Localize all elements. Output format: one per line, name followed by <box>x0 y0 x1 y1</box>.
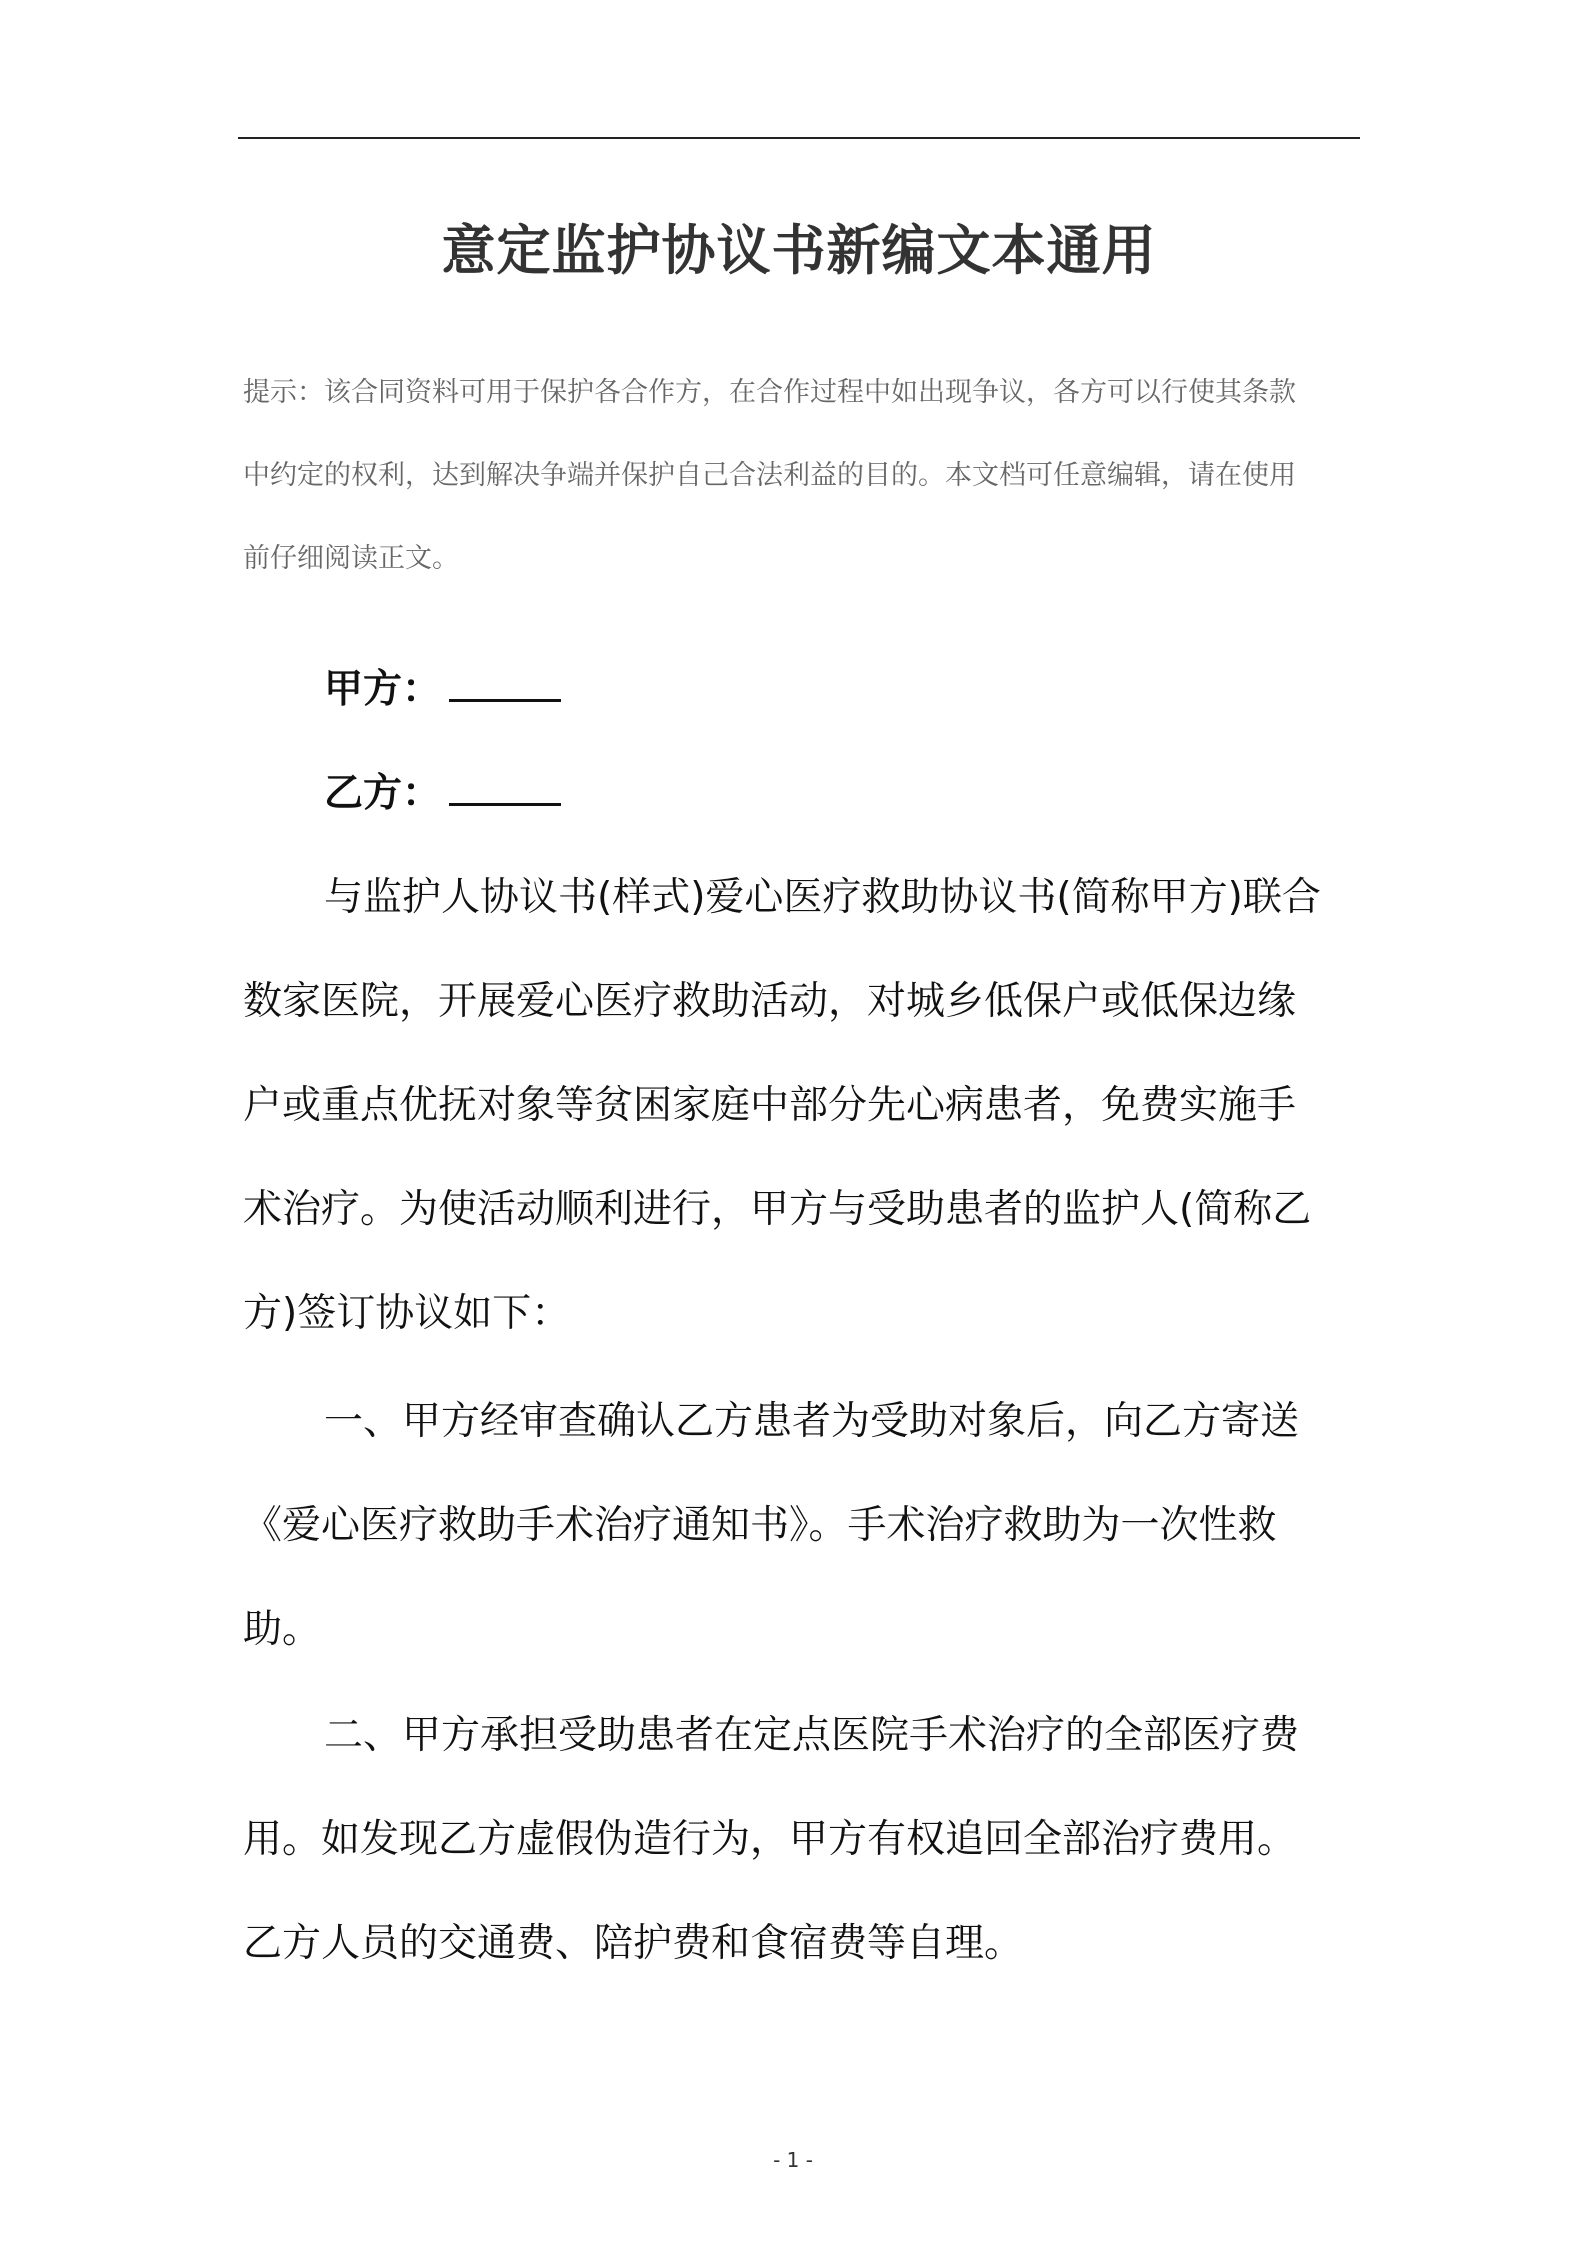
paragraph-line: 方)签订协议如下： <box>243 1291 571 1336</box>
party-a-blank <box>449 663 561 702</box>
party-b-blank <box>449 767 561 806</box>
page-number: - 1 - <box>773 2148 813 2172</box>
clause-line: 二、甲方承担受助患者在定点医院手术治疗的全部医疗费 <box>324 1713 1300 1758</box>
clause-line: 用。如发现乙方虚假伪造行为，甲方有权追回全部治疗费用。 <box>243 1817 1297 1862</box>
document-title: 意定监护协议书新编文本通用 <box>441 219 1157 282</box>
clause-line: 《爱心医疗救助手术治疗通知书》。手术治疗救助为一次性救 <box>243 1503 1277 1548</box>
party-a-line <box>324 658 1444 714</box>
tip-line: 中约定的权利，达到解决争端并保护自己合法利益的目的。本文档可任意编辑，请在使用 <box>243 460 1296 491</box>
paragraph-line: 数家医院，开展爱心医疗救助活动，对城乡低保户或低保边缘 <box>243 979 1297 1024</box>
tip-line: 前仔细阅读正文。 <box>243 543 459 574</box>
paragraph-line: 术治疗。为使活动顺利进行，甲方与受助患者的监护人(简称乙 <box>243 1187 1312 1232</box>
header-rule <box>238 137 1360 139</box>
clause-line: 乙方人员的交通费、陪护费和食宿费等自理。 <box>243 1921 1024 1966</box>
paragraph-line: 与监护人协议书(样式)爱心医疗救助协议书(简称甲方)联合 <box>324 875 1321 920</box>
party-b-line <box>324 762 1444 818</box>
tip-line: 提示：该合同资料可用于保护各合作方，在合作过程中如出现争议，各方可以行使其条款 <box>243 377 1296 408</box>
paragraph-line: 户或重点优抚对象等贫困家庭中部分先心病患者，免费实施手 <box>243 1083 1297 1128</box>
party-b-label: 乙方： <box>324 771 442 816</box>
clause-line: 助。 <box>243 1607 322 1652</box>
clause-line: 一、甲方经审查确认乙方患者为受助对象后，向乙方寄送 <box>324 1399 1300 1444</box>
party-a-label: 甲方： <box>324 667 442 712</box>
